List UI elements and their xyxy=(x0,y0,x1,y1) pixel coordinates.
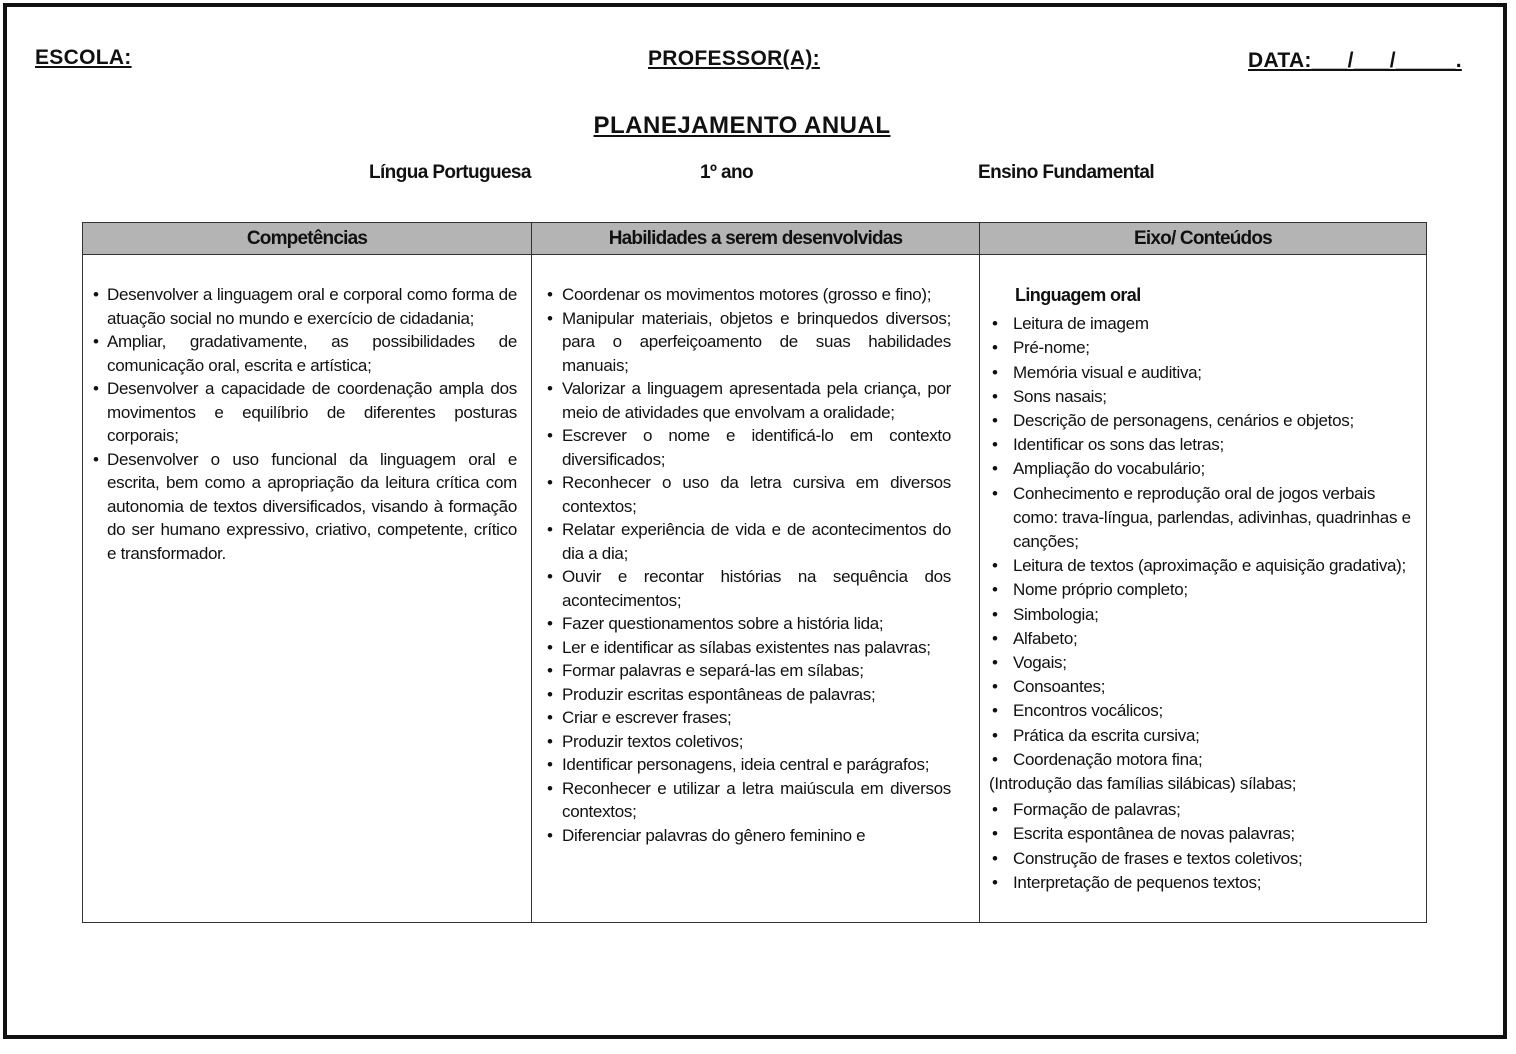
list-item: • Diferenciar palavras do gênero feminino e xyxy=(547,824,951,848)
list-item: • Conhecimento e reprodução oral de jogos verbais como: trava-língua, parlendas, adivinhas, quadrinhas e canções; xyxy=(992,482,1419,555)
list-item: • Nome próprio completo; xyxy=(992,578,1419,602)
document-title: PLANEJAMENTO ANUAL xyxy=(593,112,891,139)
eixo-column xyxy=(989,283,1419,922)
list-item: • Vogais; xyxy=(992,651,1419,675)
list-item: • Identificar personagens, ideia central e parágrafos; xyxy=(547,753,951,777)
eixo-list xyxy=(989,798,1419,895)
habilidades-column xyxy=(547,283,951,922)
header-eixo: Eixo/ Conteúdos xyxy=(1134,228,1272,249)
competencias-column xyxy=(93,283,517,922)
list-item: • Construção de frases e textos coletivos; xyxy=(992,847,1419,871)
list-item: • Leitura de imagem xyxy=(992,312,1419,336)
list-item: • Coordenação motora fina; xyxy=(992,748,1419,772)
habilidades-list xyxy=(547,283,951,847)
teacher-label: PROFESSOR(A): xyxy=(648,47,820,70)
list-item: • Ler e identificar as sílabas existentes nas palavras; xyxy=(547,636,951,660)
planning-table xyxy=(82,222,1427,923)
list-item: • Formar palavras e separá-las em sílabas; xyxy=(547,659,951,683)
school-label: ESCOLA: xyxy=(35,46,132,69)
list-item: • Identificar os sons das letras; xyxy=(992,433,1419,457)
list-item: • Manipular materiais, objetos e brinquedos diversos; para o aperfeiçoamento de suas habilidades manuais; xyxy=(547,307,951,378)
eixo-note: (Introdução das famílias silábicas) sílabas; xyxy=(989,774,1297,794)
list-item: • Descrição de personagens, cenários e objetos; xyxy=(992,409,1419,433)
list-item: • Ouvir e recontar histórias na sequência dos acontecimentos; xyxy=(547,565,951,612)
list-item: • Prática da escrita cursiva; xyxy=(992,724,1419,748)
eixo-section-title: Linguagem oral xyxy=(1015,285,1141,305)
table-header-row xyxy=(83,223,1426,255)
list-item: • Produzir escritas espontâneas de palavras; xyxy=(547,683,951,707)
column-divider xyxy=(979,223,980,922)
list-item: • Reconhecer o uso da letra cursiva em diversos contextos; xyxy=(547,471,951,518)
list-item: • Escrever o nome e identificá-lo em contexto diversificados; xyxy=(547,424,951,471)
competencias-list xyxy=(93,283,517,565)
list-item: • Desenvolver a capacidade de coordenação ampla dos movimentos e equilíbrio de diferentes posturas corporais; xyxy=(93,377,517,448)
list-item: • Valorizar a linguagem apresentada pela criança, por meio de atividades que envolvam a oralidade; xyxy=(547,377,951,424)
list-item: • Relatar experiência de vida e de acontecimentos do dia a dia; xyxy=(547,518,951,565)
column-divider xyxy=(531,223,532,922)
list-item: • Criar e escrever frases; xyxy=(547,706,951,730)
list-item: • Encontros vocálicos; xyxy=(992,699,1419,723)
subject-label: Língua Portuguesa xyxy=(369,162,531,183)
list-item: • Fazer questionamentos sobre a história lida; xyxy=(547,612,951,636)
list-item: • Memória visual e auditiva; xyxy=(992,361,1419,385)
list-item: • Pré-nome; xyxy=(992,336,1419,360)
list-item: • Formação de palavras; xyxy=(992,798,1419,822)
list-item: • Alfabeto; xyxy=(992,627,1419,651)
list-item: • Simbologia; xyxy=(992,603,1419,627)
list-item: • Escrita espontânea de novas palavras; xyxy=(992,822,1419,846)
list-item: • Leitura de textos (aproximação e aquisição gradativa); xyxy=(992,554,1419,578)
list-item: • Interpretação de pequenos textos; xyxy=(992,871,1419,895)
list-item: • Ampliação do vocabulário; xyxy=(992,457,1419,481)
grade-label: 1º ano xyxy=(700,162,753,183)
header-competencias: Competências xyxy=(246,228,368,249)
list-item: • Desenvolver o uso funcional da linguagem oral e escrita, bem como a apropriação da leitura crítica com autonomia de textos diversificados, visando à formação do ser humano expressivo, criativo, competente, crítico e transformador. xyxy=(93,448,517,566)
list-item: • Reconhecer e utilizar a letra maiúscula em diversos contextos; xyxy=(547,777,951,824)
list-item: • Desenvolver a linguagem oral e corporal como forma de atuação social no mundo e exercício de cidadania; xyxy=(93,283,517,330)
list-item: • Sons nasais; xyxy=(992,385,1419,409)
eixo-list xyxy=(989,312,1419,772)
level-label: Ensino Fundamental xyxy=(978,162,1155,183)
date-label: DATA:___/___/_____. xyxy=(1248,49,1462,72)
list-item: • Consoantes; xyxy=(992,675,1419,699)
list-item: • Ampliar, gradativamente, as possibilidades de comunicação oral, escrita e artística; xyxy=(93,330,517,377)
list-item: • Produzir textos coletivos; xyxy=(547,730,951,754)
header-habilidades: Habilidades a serem desenvolvidas xyxy=(608,228,903,249)
list-item: • Coordenar os movimentos motores (grosso e fino); xyxy=(547,283,951,307)
